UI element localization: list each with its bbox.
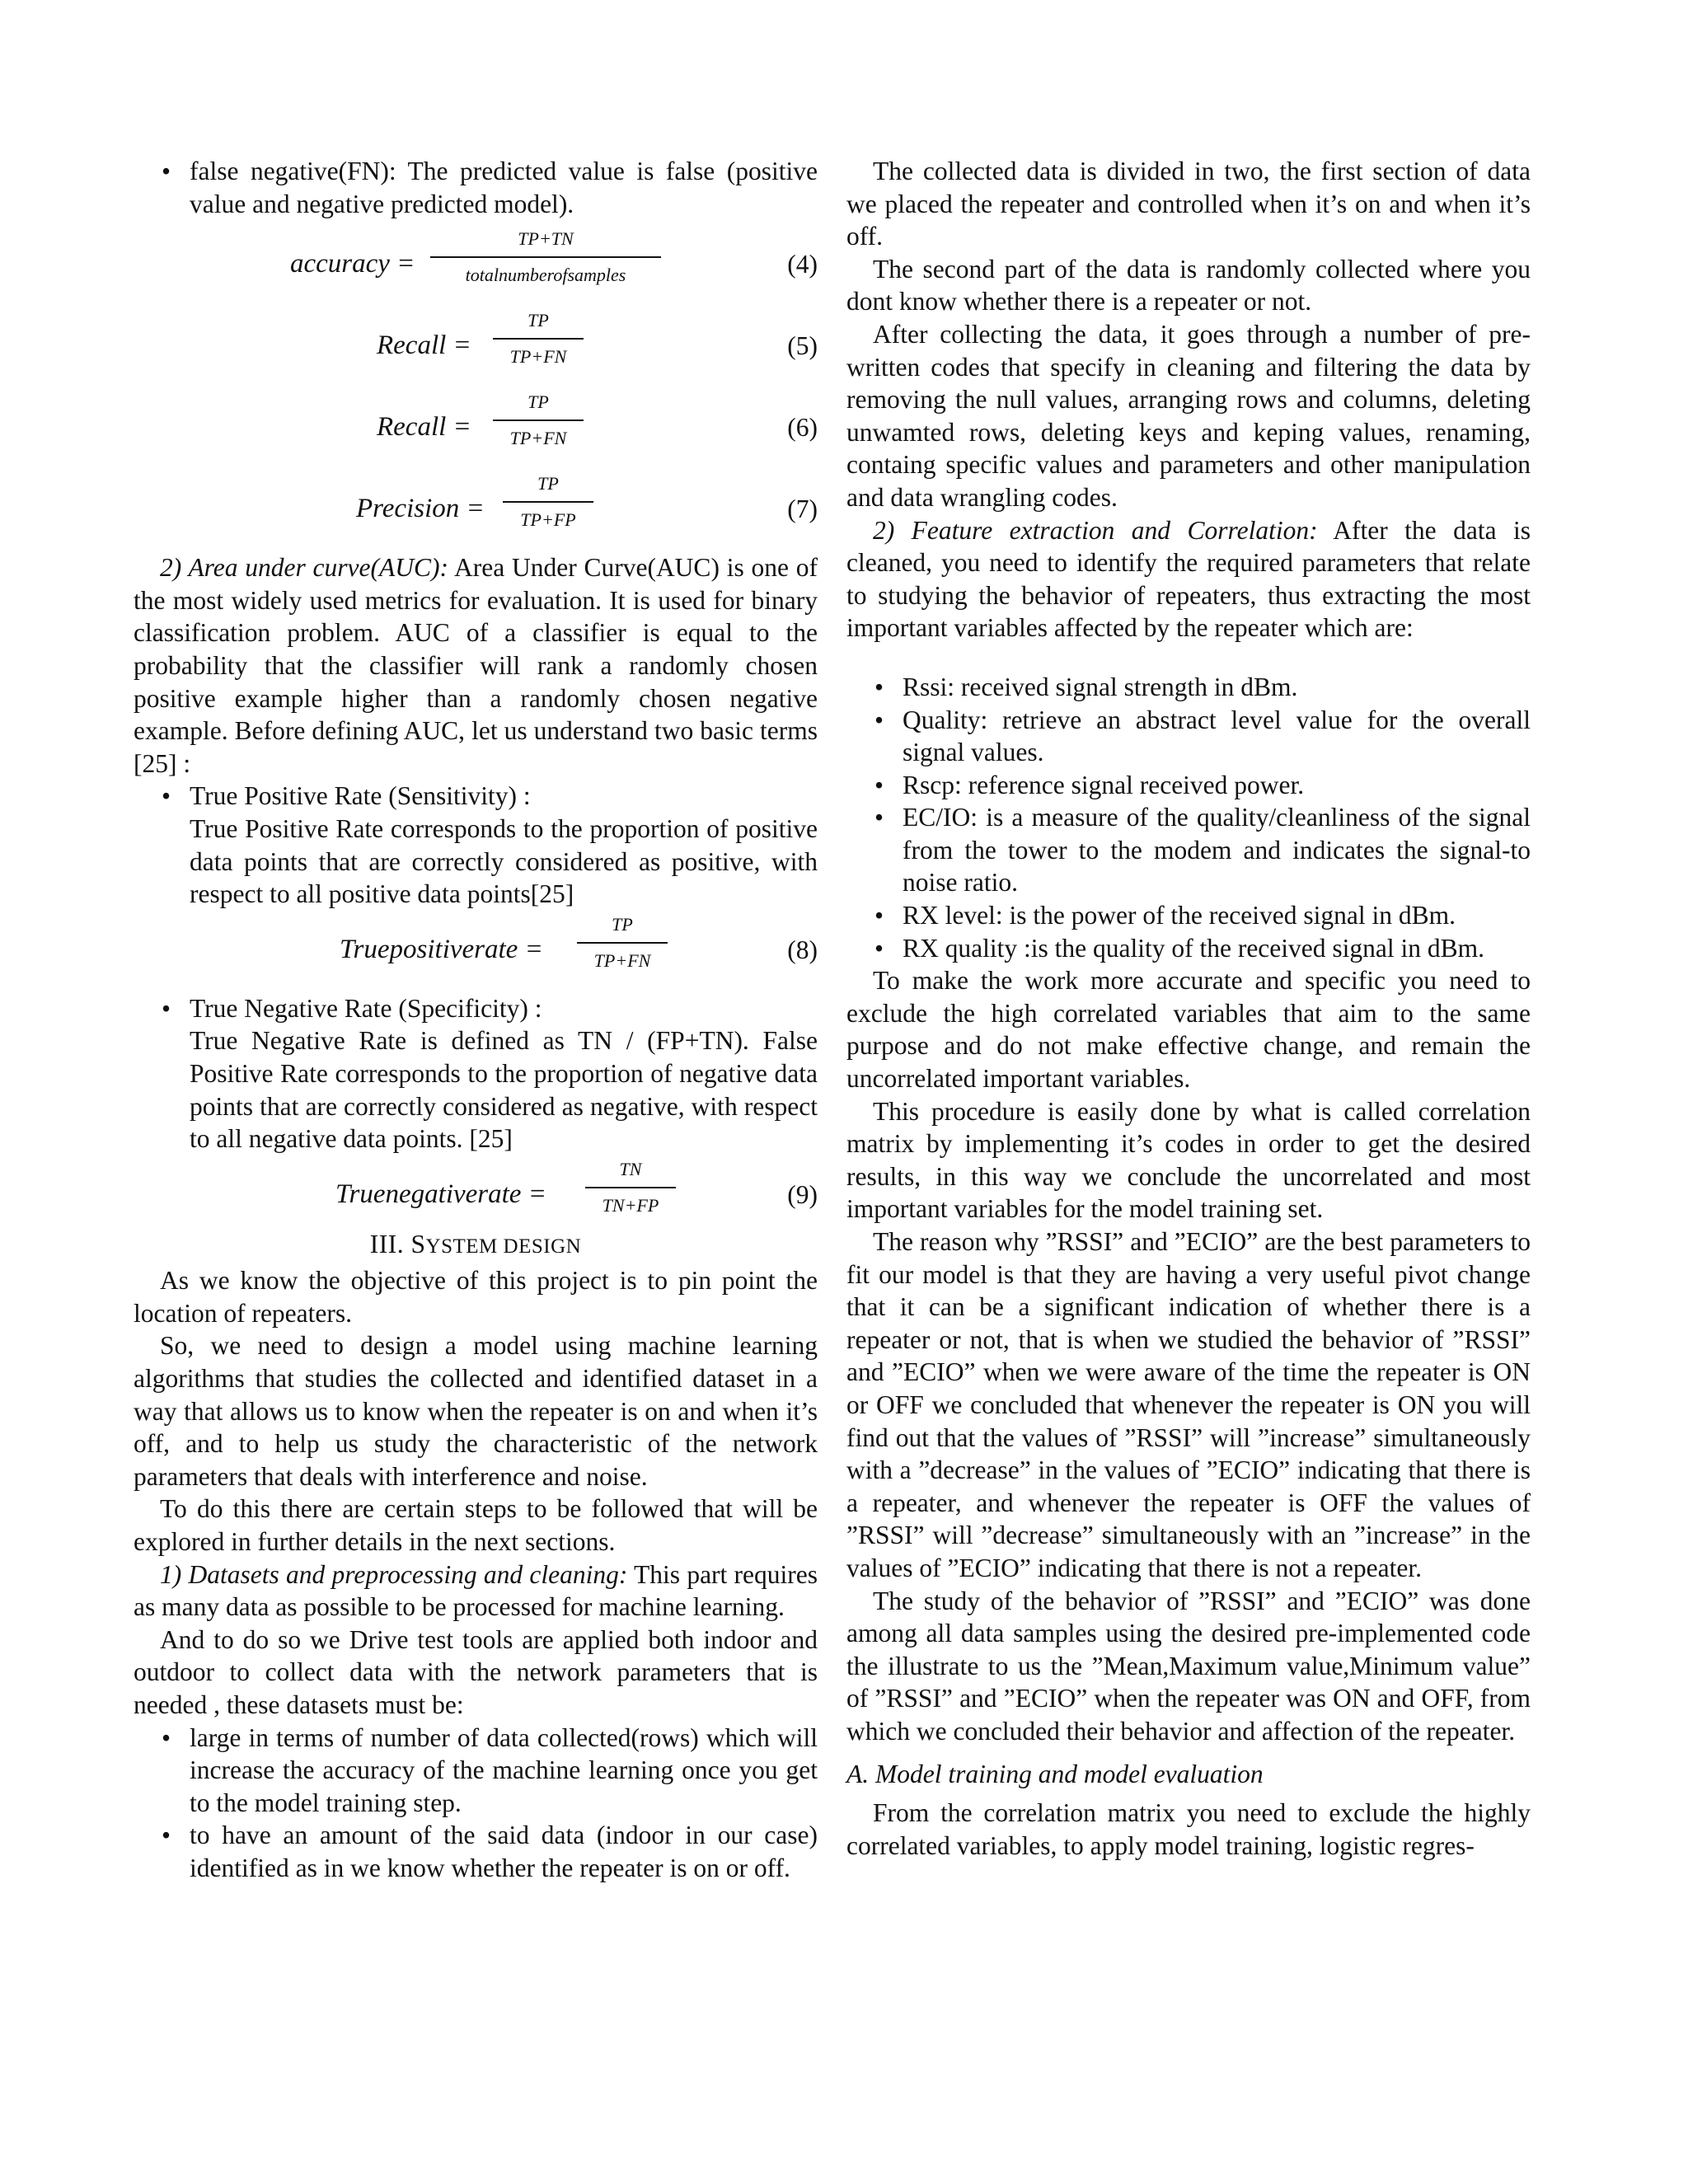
equation-9 (134, 1155, 818, 1226)
list-item: • Rscp: reference signal received power. (846, 769, 1531, 802)
list-item: • large in terms of number of data collected(rows) which will increase the accuracy of the machine learning once you get to the model training step. (134, 1722, 818, 1820)
fn-list (134, 155, 818, 220)
equation-lhs: Recall = (377, 330, 471, 361)
paragraph: The second part of the data is randomly collected where you dont know whether there is a repeater or not. (846, 254, 1531, 316)
paragraph: So, we need to design a model using machine learning algorithms that studies the collected and identified dataset in a way that allows us to know when the repeater is on and when it’s off, and to help us study the characteristic of the network parameters that deals with interference and noise. (134, 1331, 818, 1491)
equation-4 (134, 225, 818, 307)
paragraph: From the correlation matrix you need to exclude the highly correlated variables, to apply model training, logistic regres- (846, 1798, 1531, 1860)
equation-denominator: TP+FP (520, 509, 576, 531)
paragraph: To do this there are certain steps to be followed that will be explored in further details in the next sections. (134, 1494, 818, 1557)
list-item: • RX level: is the power of the received signal in dBm. (846, 899, 1531, 932)
subsection-heading: A. Model training and model evaluation (846, 1759, 1264, 1788)
list-item: • false negative(FN): The predicted value is false (positive value and negative predicted model). (134, 155, 818, 220)
bullet-description: True Negative Rate is defined as TN / (FP+TN). False Positive Rate corresponds to the proportion of negative data points that are correctly considered as negative, with respect to all negative data points. [25] (190, 1026, 818, 1154)
paragraph-text: After the data is cleaned, you need to identify the required parameters that relate to studying the behavior of repeaters, thus extracting the most important variables affected by the repeater which are: (846, 515, 1531, 643)
list-item: • to have an amount of the said data (indoor in our case) identified as in we know whether the repeater is on or off. (134, 1819, 818, 1884)
right-column (846, 155, 1531, 1862)
tnr-list (134, 992, 818, 1155)
paragraph: And to do so we Drive test tools are applied both indoor and outdoor to collect data with the network parameters that is needed , these datasets must be: (134, 1624, 818, 1719)
bullet-title: • True Positive Rate (Sensitivity) : (190, 781, 531, 811)
equation-fraction (503, 473, 593, 531)
section-title-rest: YSTEM DESIGN (425, 1235, 582, 1258)
equation-fraction (493, 310, 584, 368)
list-item (134, 992, 818, 1155)
dataset-requirements-list (134, 1722, 818, 1885)
paragraph-text: Area Under Curve(AUC) is one of the most widely used metrics for evaluation. It is used for binary classification problem. AUC of a classifier is equal to the probability that the classifier will rank a randomly chosen positive example higher than a randomly chosen negative example. Before defining AUC, let us understand two basic terms [25] : (134, 553, 818, 778)
paragraph-heading: 2) Feature extraction and Correlation: (873, 515, 1318, 545)
equation-lhs: accuracy = (290, 249, 415, 279)
equation-numerator: TP (503, 473, 593, 503)
feature-extraction-paragraph (846, 514, 1531, 644)
list-item: • Quality: retrieve an abstract level value for the overall signal values. (846, 704, 1531, 769)
auc-paragraph (134, 551, 818, 780)
list-item (134, 780, 818, 910)
equation-lhs: Precision = (356, 494, 485, 524)
paragraph-text: This part requires as many data as possible to be processed for machine learning. (134, 1559, 818, 1622)
list-item: • EC/IO: is a measure of the quality/cleanliness of the signal from the tower to the modem and indicates the signal-to noise ratio. (846, 801, 1531, 899)
list-item: • RX quality :is the quality of the received signal in dBm. (846, 932, 1531, 965)
equation-numerator: TP+TN (430, 228, 661, 258)
equation-fraction (585, 1159, 676, 1216)
paragraph: The study of the behavior of ”RSSI” and ”ECIO” was done among all data samples using the desired pre-implemented code the illustrate to us the ”Mean,Maximum value,Minimum value” of ”RSSI” and ”ECIO” when the repeater was ON and OFF, from which we concluded their behavior and affection of the repeater. (846, 1586, 1531, 1746)
bullet-title: • True Negative Rate (Specificity) : (190, 993, 542, 1023)
bullet-description: True Positive Rate corresponds to the proportion of positive data points that are correctly considered as positive, with respect to all positive data points[25] (190, 813, 818, 909)
equation-5 (134, 307, 818, 388)
equation-numerator: TP (493, 391, 584, 421)
equation-8 (134, 911, 818, 992)
paragraph: To make the work more accurate and specific you need to exclude the high correlated variables that aim to the same purpose and do not make effective change, and remain the uncorrelated important variables. (846, 966, 1531, 1094)
equation-number: (4) (787, 250, 818, 279)
section-number: III. (369, 1229, 405, 1258)
equation-lhs: Truepositiverate = (340, 934, 543, 964)
equation-lhs: Truenegativerate = (335, 1179, 546, 1209)
paragraph-heading: 2) Area under curve(AUC): (160, 553, 448, 583)
paragraph: After collecting the data, it goes through a number of pre-written codes that specify in cleaning and filtering the data by removing the null values, arranging rows and columns, deleting unwamted rows, deleting keys and keping values, renaming, containg specific values and parameters and other manipulation and data wrangling codes. (846, 319, 1531, 512)
equation-denominator: TP+FN (509, 428, 567, 449)
equation-denominator: totalnumberofsamples (465, 265, 626, 286)
section-title-initial: S (410, 1229, 426, 1258)
datasets-paragraph (134, 1558, 818, 1624)
paragraph: The reason why ”RSSI” and ”ECIO” are the best parameters to fit our model is that they are having a very useful pivot change that it can be a significant indication of whether there is a repeater or not, that is when we studied the behavior of ”RSSI” and ”ECIO” when we were aware of the time the repeater is ON or OFF we concluded that whenever the repeater is ON you will find out that the values of ”RSSI” will ”increase” simultaneously with a ”decrease” in the values of ”ECIO” indicating that there is a repeater, and whenever the repeater is OFF the values of ”RSSI” will ”decrease” simultaneously with an ”increase” in the values of ”ECIO” indicating that there is not a repeater. (846, 1227, 1531, 1582)
equation-denominator: TN+FP (602, 1194, 659, 1216)
equation-numerator: TP (493, 310, 584, 340)
equation-number: (6) (787, 413, 818, 443)
equation-fraction (493, 391, 584, 449)
equation-lhs: Recall = (377, 412, 471, 443)
equation-numerator: TP (577, 914, 668, 944)
left-column (134, 155, 818, 1885)
tpr-list (134, 780, 818, 910)
list-item: • Rssi: received signal strength in dBm. (846, 671, 1531, 704)
equation-numerator: TN (585, 1159, 676, 1188)
parameter-list (846, 671, 1531, 964)
section-heading (134, 1228, 818, 1263)
equation-6 (134, 388, 818, 470)
equation-denominator: TP+FN (593, 949, 651, 971)
equation-denominator: TP+FN (509, 346, 567, 368)
paragraph: The collected data is divided in two, the first section of data we placed the repeater and controlled when it’s on and when it’s off. (846, 157, 1531, 251)
equation-fraction (430, 228, 661, 286)
paragraph: This procedure is easily done by what is called correlation matrix by implementing it’s codes in order to get the desired results, in this way we conclude the uncorrelated and most important variables for the model training set. (846, 1096, 1531, 1224)
equation-number: (9) (787, 1179, 818, 1209)
equation-number: (8) (787, 935, 818, 964)
equation-number: (7) (787, 494, 818, 524)
equation-fraction (577, 914, 668, 972)
equation-7 (134, 470, 818, 551)
paragraph: As we know the objective of this project is to pin point the location of repeaters. (134, 1266, 818, 1328)
paragraph-heading: 1) Datasets and preprocessing and cleaning: (160, 1559, 628, 1589)
equation-number: (5) (787, 331, 818, 361)
